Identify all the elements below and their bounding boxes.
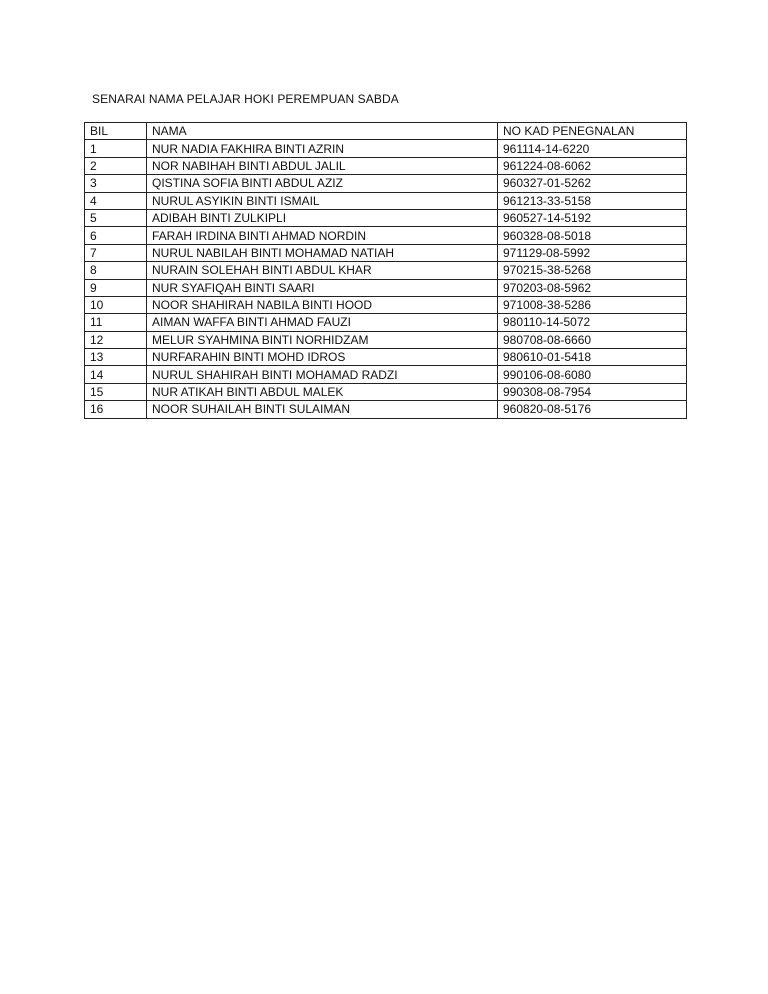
cell-nama: NOOR SHAHIRAH NABILA BINTI HOOD: [147, 296, 498, 313]
cell-bil: 11: [85, 314, 147, 331]
cell-ic-number: 960527-14-5192: [498, 209, 687, 226]
cell-bil: 4: [85, 192, 147, 209]
cell-ic-number: 960327-01-5262: [498, 175, 687, 192]
cell-nama: MELUR SYAHMINA BINTI NORHIDZAM: [147, 331, 498, 348]
cell-ic-number: 960328-08-5018: [498, 227, 687, 244]
table-row: [85, 227, 687, 244]
header-nama: NAMA: [147, 123, 498, 140]
cell-ic-number: 971008-38-5286: [498, 296, 687, 313]
cell-bil: 12: [85, 331, 147, 348]
cell-ic-number: 990106-08-6080: [498, 366, 687, 383]
table-row: [85, 262, 687, 279]
table-row: [85, 366, 687, 383]
cell-bil: 1: [85, 140, 147, 157]
cell-bil: 8: [85, 262, 147, 279]
cell-ic-number: 961224-08-6062: [498, 157, 687, 174]
cell-ic-number: 980110-14-5072: [498, 314, 687, 331]
cell-nama: NURUL SHAHIRAH BINTI MOHAMAD RADZI: [147, 366, 498, 383]
cell-nama: NURUL NABILAH BINTI MOHAMAD NATIAH: [147, 244, 498, 261]
cell-nama: NURUL ASYIKIN BINTI ISMAIL: [147, 192, 498, 209]
cell-ic-number: 990308-08-7954: [498, 383, 687, 400]
header-ic-number: NO KAD PENEGNALAN: [498, 123, 687, 140]
table-body: [85, 123, 687, 419]
cell-bil: 16: [85, 401, 147, 418]
cell-ic-number: 961114-14-6220: [498, 140, 687, 157]
cell-nama: NOR NABIHAH BINTI ABDUL JALIL: [147, 157, 498, 174]
cell-bil: 2: [85, 157, 147, 174]
cell-ic-number: 961213-33-5158: [498, 192, 687, 209]
table-row: [85, 192, 687, 209]
cell-bil: 13: [85, 349, 147, 366]
cell-ic-number: 970203-08-5962: [498, 279, 687, 296]
cell-bil: 3: [85, 175, 147, 192]
student-table: [84, 122, 687, 419]
table-row: [85, 401, 687, 418]
cell-bil: 15: [85, 383, 147, 400]
cell-nama: NOOR SUHAILAH BINTI SULAIMAN: [147, 401, 498, 418]
table-row: [85, 349, 687, 366]
cell-bil: 5: [85, 209, 147, 226]
cell-ic-number: 980610-01-5418: [498, 349, 687, 366]
table-row: [85, 383, 687, 400]
cell-bil: 6: [85, 227, 147, 244]
cell-nama: QISTINA SOFIA BINTI ABDUL AZIZ: [147, 175, 498, 192]
cell-bil: 7: [85, 244, 147, 261]
cell-ic-number: 971129-08-5992: [498, 244, 687, 261]
table-row: [85, 296, 687, 313]
cell-nama: AIMAN WAFFA BINTI AHMAD FAUZI: [147, 314, 498, 331]
page-title: SENARAI NAMA PELAJAR HOKI PEREMPUAN SABDA: [92, 92, 399, 106]
cell-nama: NUR SYAFIQAH BINTI SAARI: [147, 279, 498, 296]
header-bil: BIL: [85, 123, 147, 140]
table-row: [85, 279, 687, 296]
cell-nama: NUR NADIA FAKHIRA BINTI AZRIN: [147, 140, 498, 157]
cell-nama: FARAH IRDINA BINTI AHMAD NORDIN: [147, 227, 498, 244]
table-row: [85, 244, 687, 261]
cell-nama: ADIBAH BINTI ZULKIPLI: [147, 209, 498, 226]
cell-nama: NURAIN SOLEHAH BINTI ABDUL KHAR: [147, 262, 498, 279]
table-header-row: [85, 123, 687, 140]
cell-bil: 14: [85, 366, 147, 383]
cell-nama: NUR ATIKAH BINTI ABDUL MALEK: [147, 383, 498, 400]
cell-ic-number: 960820-08-5176: [498, 401, 687, 418]
cell-ic-number: 970215-38-5268: [498, 262, 687, 279]
cell-bil: 10: [85, 296, 147, 313]
table-row: [85, 209, 687, 226]
table-row: [85, 314, 687, 331]
table-row: [85, 157, 687, 174]
table-row: [85, 331, 687, 348]
cell-ic-number: 980708-08-6660: [498, 331, 687, 348]
table-row: [85, 175, 687, 192]
cell-bil: 9: [85, 279, 147, 296]
cell-nama: NURFARAHIN BINTI MOHD IDROS: [147, 349, 498, 366]
table-row: [85, 140, 687, 157]
